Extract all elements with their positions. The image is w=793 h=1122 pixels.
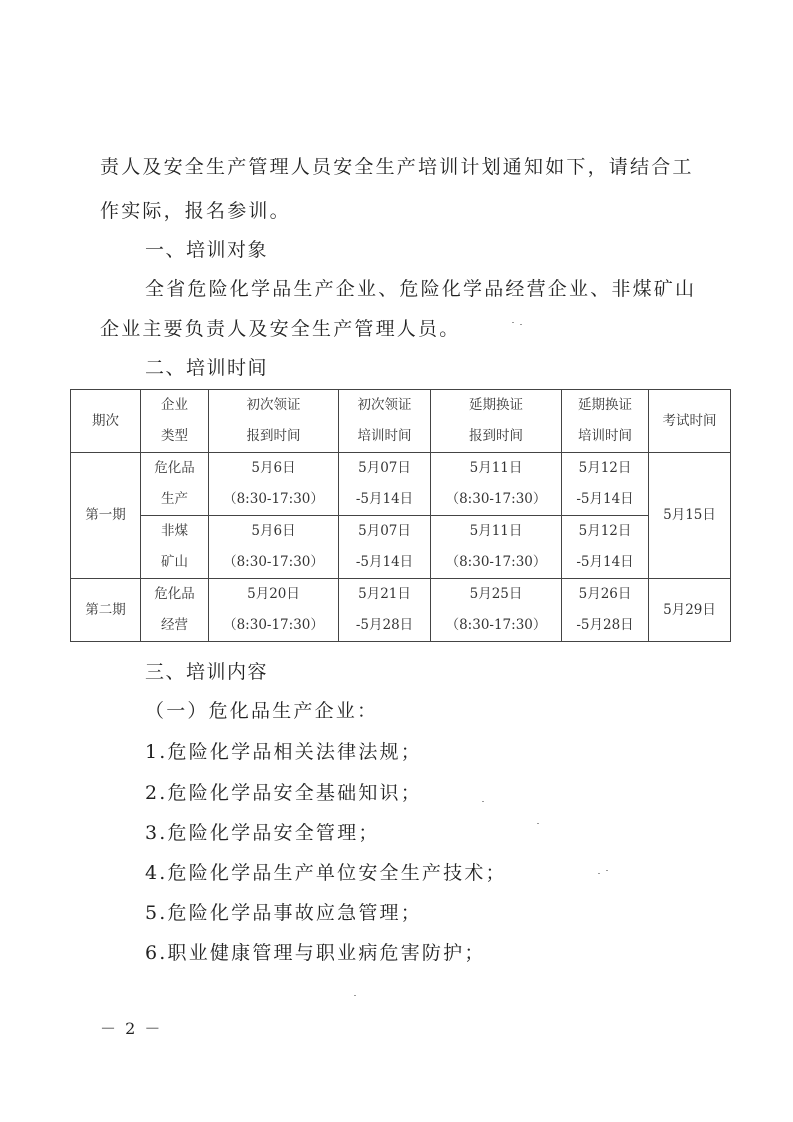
list-item: 1.危险化学品相关法律法规；	[145, 741, 422, 763]
page-number: － 2 －	[100, 1019, 163, 1038]
cell-first-report: 5月6日 （8:30-17:30）	[209, 453, 339, 516]
scan-speck	[598, 873, 600, 874]
scan-speck	[354, 995, 356, 996]
header-exam-time: 考试时间	[649, 390, 731, 453]
section-3-title: 三、培训内容	[145, 661, 269, 683]
intro-line-1: 责人及安全生产管理人员安全生产培训计划通知如下，请结合工	[100, 156, 694, 178]
list-item: 6.职业健康管理与职业病危害防护；	[145, 942, 486, 964]
cell-first-report: 5月20日 （8:30-17:30）	[209, 579, 339, 642]
list-item: 2.危险化学品安全基础知识；	[145, 782, 422, 804]
cell-first-train: 5月07日 -5月14日	[339, 516, 431, 579]
intro-line-2: 作实际，报名参训。	[100, 200, 291, 222]
subsection-1-title: （一）危化品生产企业：	[145, 700, 379, 722]
training-schedule-table	[70, 389, 731, 642]
header-first-report: 初次领证 报到时间	[209, 390, 339, 453]
header-enterprise-type: 企业 类型	[141, 390, 209, 453]
list-item: 5.危险化学品事故应急管理；	[145, 902, 422, 924]
cell-renew-train: 5月12日 -5月14日	[562, 516, 649, 579]
table-row	[71, 453, 731, 516]
section-1-title: 一、培训对象	[145, 239, 269, 261]
period-1-label: 第一期	[71, 453, 141, 579]
cell-renew-report: 5月11日 （8:30-17:30）	[431, 453, 562, 516]
cell-renew-report: 5月25日 （8:30-17:30）	[431, 579, 562, 642]
section-1-line-2: 企业主要负责人及安全生产管理人员。	[100, 318, 461, 340]
cell-type: 危化品 生产	[141, 453, 209, 516]
cell-first-train: 5月07日 -5月14日	[339, 453, 431, 516]
cell-first-train: 5月21日 -5月28日	[339, 579, 431, 642]
scan-speck	[512, 322, 514, 323]
cell-type: 非煤 矿山	[141, 516, 209, 579]
header-period: 期次	[71, 390, 141, 453]
section-2-title: 二、培训时间	[145, 357, 269, 379]
scan-speck	[606, 870, 608, 871]
table-row	[71, 516, 731, 579]
cell-first-report: 5月6日 （8:30-17:30）	[209, 516, 339, 579]
cell-renew-train: 5月12日 -5月14日	[562, 453, 649, 516]
cell-renew-train: 5月26日 -5月28日	[562, 579, 649, 642]
section-1-line-1: 全省危险化学品生产企业、危险化学品经营企业、非煤矿山	[145, 278, 697, 300]
period-2-exam: 5月29日	[649, 579, 731, 642]
header-first-train: 初次领证 培训时间	[339, 390, 431, 453]
list-item: 4.危险化学品生产单位安全生产技术；	[145, 862, 507, 884]
header-renew-report: 延期换证 报到时间	[431, 390, 562, 453]
list-item: 3.危险化学品安全管理；	[145, 822, 380, 844]
scan-speck	[482, 801, 484, 802]
scan-speck	[520, 324, 522, 325]
period-1-exam: 5月15日	[649, 453, 731, 579]
period-2-label: 第二期	[71, 579, 141, 642]
table-header-row	[71, 390, 731, 453]
header-renew-train: 延期换证 培训时间	[562, 390, 649, 453]
cell-renew-report: 5月11日 （8:30-17:30）	[431, 516, 562, 579]
cell-type: 危化品 经营	[141, 579, 209, 642]
table-row	[71, 579, 731, 642]
scan-speck	[537, 823, 539, 824]
